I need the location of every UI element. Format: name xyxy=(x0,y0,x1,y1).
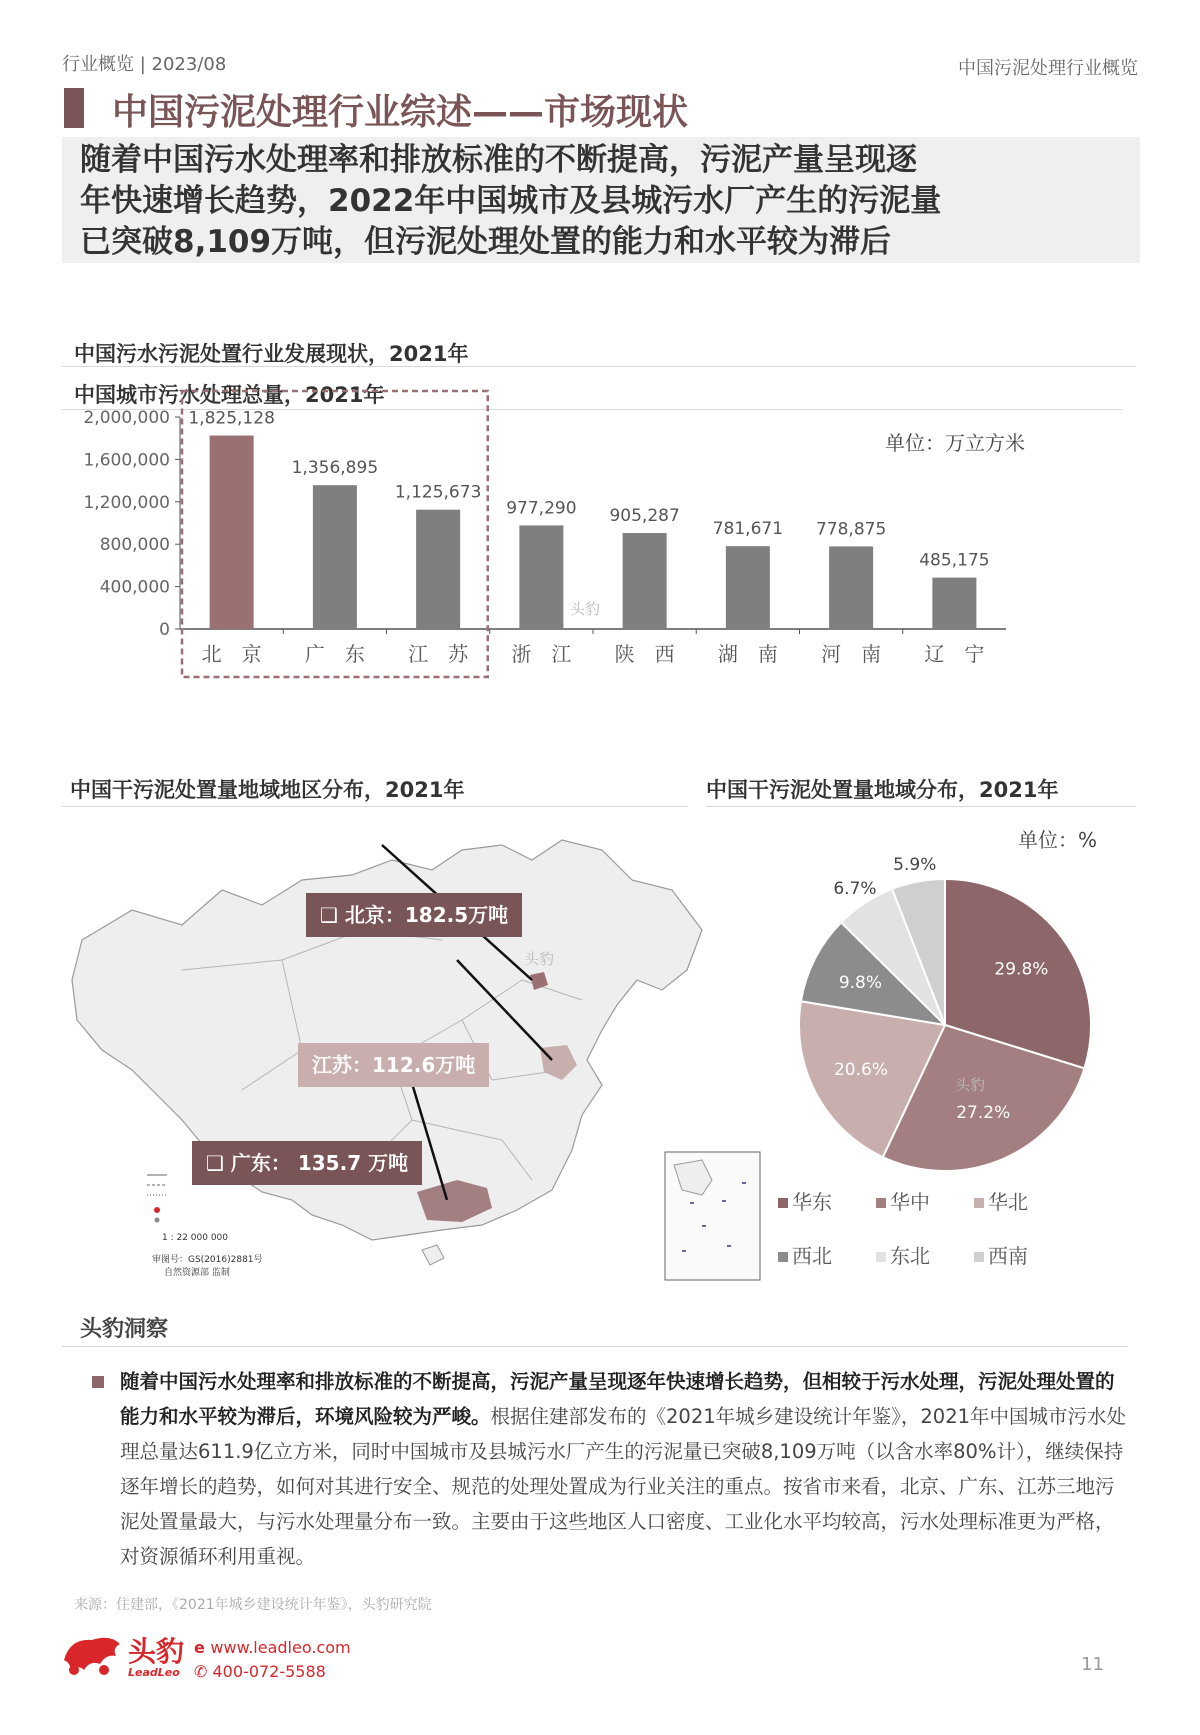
bar-value-label: 781,671 xyxy=(712,519,784,540)
callout-jiangsu: 江苏：112.6万吨 xyxy=(298,1043,489,1087)
pie-unit: 单位：% xyxy=(1018,828,1098,852)
bar xyxy=(519,525,563,629)
bar-chart-unit: 单位：万立方米 xyxy=(885,431,1025,455)
insight-text xyxy=(120,1364,1130,1574)
map-legend xyxy=(147,1175,263,1278)
bar-chart-watermark: 头豹 xyxy=(570,600,601,618)
bar-y-tick-label: 800,000 xyxy=(99,535,170,556)
bar-chart xyxy=(60,408,1130,760)
pie-legend-label: 西南 xyxy=(988,1244,1028,1268)
pie-legend-swatch xyxy=(778,1252,788,1262)
page-title: 中国污泥处理行业综述——市场现状 xyxy=(112,92,689,133)
pie-chart xyxy=(780,830,1110,1290)
callout-beijing: ❑ 北京：182.5万吨 xyxy=(306,893,522,937)
pie-slice-label: 29.8% xyxy=(994,959,1049,980)
bar-category-label: 湖 南 xyxy=(717,642,778,666)
source-note: 来源：住建部，《2021年城乡建设统计年鉴》，头豹研究院 xyxy=(74,1597,432,1613)
pie-slice-label: 20.6% xyxy=(833,1060,888,1081)
bar-value-label: 1,356,895 xyxy=(291,458,379,479)
bar-value-label: 1,125,673 xyxy=(394,482,482,503)
page-number: 11 xyxy=(1081,1654,1104,1675)
pie-slice-label: 27.2% xyxy=(956,1102,1011,1123)
bar xyxy=(416,510,460,629)
bar-value-label: 1,825,128 xyxy=(188,408,275,429)
bar-y-tick-label: 1,200,000 xyxy=(83,492,170,513)
pie-legend-swatch xyxy=(876,1198,886,1208)
bar-value-label: 485,175 xyxy=(919,550,990,571)
bar-category-label: 浙 江 xyxy=(511,642,572,666)
insight-bold: 随着中国污水处理率和排放标准的不断提高，污泥产量呈现逐年快速增长趋势，但相较于污水处理，污泥处理处置的能力和水平较为滞后，环境风险较为严峻。 xyxy=(120,1370,1115,1428)
map-title: 中国干污泥处置量地域地区分布，2021年 xyxy=(70,778,465,802)
lead-line-3: 已突破8,109万吨，但污泥处理处置的能力和水平较为滞后 xyxy=(80,224,892,260)
bar-category-label: 广 东 xyxy=(304,642,365,666)
bar xyxy=(313,485,357,629)
pie-slice-label: 5.9% xyxy=(893,854,937,875)
lead-line-1: 随着中国污水处理率和排放标准的不断提高，污泥产量呈现逐 xyxy=(80,142,917,178)
pie-slice-label: 9.8% xyxy=(838,972,883,993)
pie-legend-swatch xyxy=(876,1252,886,1262)
pie-legend-swatch xyxy=(974,1198,984,1208)
map-legend-code: 审图号：GS(2016)2881号 xyxy=(152,1255,263,1265)
phone-number: ✆ 400-072-5588 xyxy=(194,1662,326,1681)
report-tag: 行业概览 | 2023/08 xyxy=(62,54,227,75)
report-name: 中国污泥处理行业概览 xyxy=(958,58,1138,79)
bar xyxy=(726,546,770,629)
bar xyxy=(829,546,873,629)
bar xyxy=(932,578,976,629)
pie-legend-swatch xyxy=(974,1252,984,1262)
pie-legend-label: 华北 xyxy=(988,1190,1028,1214)
pie-legend-swatch xyxy=(778,1198,788,1208)
map-watermark: 头豹 xyxy=(524,950,555,968)
logo-sub: LeadLeo xyxy=(128,1666,180,1679)
insight-title: 头豹洞察 xyxy=(80,1317,169,1342)
pie-legend-label: 东北 xyxy=(890,1244,930,1268)
lead-text xyxy=(80,140,1080,263)
pie-title: 中国干污泥处置量地域分布，2021年 xyxy=(706,778,1059,802)
logo-text: 头豹 xyxy=(128,1635,185,1668)
bar-category-label: 江 苏 xyxy=(408,642,469,666)
title-accent-bar xyxy=(64,88,84,128)
bar-value-label: 905,287 xyxy=(609,506,680,527)
bar-category-label: 辽 宁 xyxy=(924,642,985,666)
bar-y-tick-label: 0 xyxy=(159,620,170,640)
bar-y-tick-label: 400,000 xyxy=(99,577,170,598)
hainan-island xyxy=(422,1245,444,1265)
bar-value-label: 778,875 xyxy=(815,519,887,540)
phone-icon: ✆ xyxy=(194,1662,213,1681)
bar xyxy=(210,436,254,629)
pie-slice-label: 6.7% xyxy=(833,878,877,899)
bar-category-label: 北 京 xyxy=(201,642,262,666)
insight-divider xyxy=(62,1346,1128,1347)
pie-watermark: 头豹 xyxy=(955,1076,986,1094)
section-title: 中国污水污泥处置行业发展现状，2021年 xyxy=(74,342,469,366)
bar-category-label: 河 南 xyxy=(821,642,882,666)
bar-value-label: 977,290 xyxy=(506,498,577,519)
insight-body: 根据住建部发布的《2021年城乡建设统计年鉴》，2021年中国城市污水处理总量达611.9亿立方米，同时中国城市及县城污水厂产生的污泥量已突破8,109万吨（以含水率80%计），继续保持逐年增长的趋势，如何对其进行安全、规范的处理处置成为行业关注的重点。按省市来看，北京、广东、江苏三地污泥处置量最大，与污水处理量分布一致。主要由于这些地区人口密度、工业化水平均较高，污水处理标准更为严格，对资源循环利用重视。 xyxy=(120,1405,1127,1568)
bar-y-tick-label: 2,000,000 xyxy=(83,408,170,428)
section-divider xyxy=(62,366,1136,367)
bar-category-label: 陕 西 xyxy=(614,642,675,666)
globe-icon: e xyxy=(194,1638,211,1657)
leadleo-logo-icon xyxy=(60,1630,124,1678)
contact-block xyxy=(194,1636,351,1684)
pie-legend-label: 华东 xyxy=(792,1190,832,1214)
bar-y-tick-label: 1,600,000 xyxy=(83,450,170,471)
pie-divider xyxy=(706,806,1136,807)
map-legend-org: 自然资源部 监制 xyxy=(164,1268,230,1278)
map-divider xyxy=(62,806,688,807)
map-legend-scale: 1 : 22 000 000 xyxy=(162,1233,229,1243)
website-link[interactable]: e www.leadleo.com xyxy=(194,1638,351,1657)
insight-bullet xyxy=(92,1376,104,1388)
callout-guangdong: ❑ 广东： 135.7 万吨 xyxy=(192,1141,422,1185)
lead-line-2: 年快速增长趋势，2022年中国城市及县城污水厂产生的污泥量 xyxy=(80,183,942,219)
bar xyxy=(623,533,667,629)
pie-legend-label: 华中 xyxy=(890,1190,930,1214)
bar-chart-title: 中国城市污水处理总量，2021年 xyxy=(74,383,385,407)
pie-legend-label: 西北 xyxy=(792,1244,832,1268)
